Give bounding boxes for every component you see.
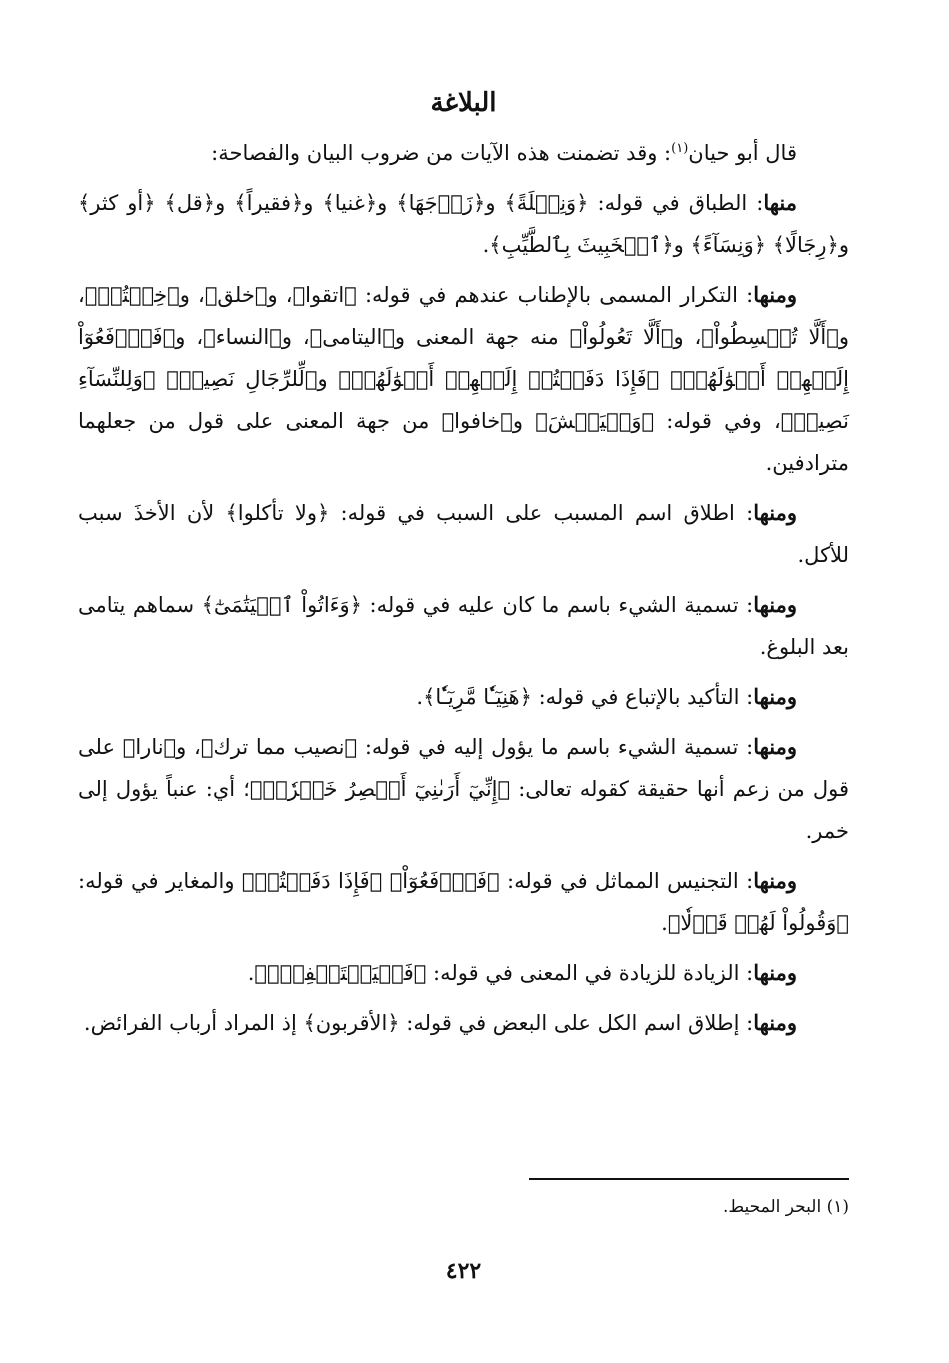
paragraph-5 (78, 676, 849, 718)
intro-paragraph (78, 132, 849, 174)
paragraph-lead: ومنها (753, 1010, 797, 1035)
footnote-divider (529, 1178, 849, 1180)
paragraph-2 (78, 274, 849, 484)
paragraph-text: : اطلاق اسم المسبب على السبب في قوله: ﴿ولا تأكلوا﴾ لأن الأخذَ سبب للأكل. (78, 501, 849, 567)
paragraph-text: : تسمية الشيء باسم ما كان عليه في قوله: ﴿وَءَاتُواْ ٱلۡيَتَٰمَىٰٓ﴾ سماهم يتامى بعد البلوغ. (78, 593, 849, 659)
paragraph-9 (78, 1002, 849, 1044)
paragraph-text: : التكرار المسمى بالإطناب عندهم في قوله: ﴿اتقوا﴾، و﴿خلق﴾، و﴿خِفۡتُمۡ﴾، و﴿أَلَّا تُقۡسِطُواْ﴾، و﴿أَلَّا تَعُولُواْ﴾ منه جهة المعنى و﴿اليتامى﴾، و﴿النساء﴾، و﴿فَٱدۡفَعُوٓاْ إِلَيۡهِمۡ أَمۡوَٰلَهُمۡ﴾ ﴿فَإِذَا دَفَعۡتُمۡ إِلَيۡهِمۡ أَمۡوَٰلَهُمۡ﴾ و﴿لِّلرِّجَالِ نَصِيبٞ﴾ ﴿وَلِلنِّسَآءِ نَصِيبٞ﴾، وفي قوله: ﴿وَلۡيَخۡشَ﴾ و﴿خافوا﴾ من جهة المعنى على قول من جعلهما مترادفين. (78, 283, 849, 475)
paragraph-1 (78, 182, 849, 266)
paragraph-text: : إطلاق اسم الكل على البعض في قوله: ﴿الأقربون﴾ إذ المراد أرباب الفرائض. (83, 1011, 754, 1035)
page-title: البلاغة (430, 88, 497, 118)
paragraph-text: : الطباق في قوله: ﴿وَنِحۡلَةً﴾ و﴿زَوۡجَهَا﴾ و﴿غنيا﴾ و﴿فقيراً﴾ و﴿قل﴾ ﴿أو كثر﴾ و﴿رِجَالًا﴾ ﴿وَنِسَآءً﴾ و﴿ٱلۡخَبِيثَ بِٱلطَّيِّبِ﴾. (78, 191, 849, 257)
paragraph-lead: ومنها (753, 592, 797, 617)
intro-text-before-ref: قال أبو حيان (688, 141, 797, 165)
paragraph-text: : التأكيد بالإتباع في قوله: ﴿هَنِيٓـٔٗا مَّرِيٓـٔٗا﴾. (416, 685, 754, 709)
paragraph-lead: ومنها (753, 282, 797, 307)
page (78, 80, 849, 1323)
paragraph-4 (78, 584, 849, 668)
paragraph-lead: ومنها (753, 684, 797, 709)
paragraph-lead: منها (763, 190, 797, 215)
paragraph-6 (78, 726, 849, 852)
paragraph-7 (78, 860, 849, 944)
paragraph-lead: ومنها (753, 734, 797, 759)
paragraph-text: : الزيادة للزيادة في المعنى في قوله: ﴿فَلۡيَسۡتَعۡفِفۡۖ﴾. (247, 961, 754, 985)
paragraph-text: : تسمية الشيء باسم ما يؤول إليه في قوله: ﴿نصيب مما ترك﴾، و﴿نارا﴾ على قول من زعم أنها حقيقة كقوله تعالى: ﴿إِنِّيٓ أَرَىٰنِيٓ أَعۡصِرُ خَمۡرٗاۖ﴾؛ أي: عنباً يؤول إلى خمر. (78, 735, 849, 843)
paragraph-lead: ومنها (753, 868, 797, 893)
paragraph-text: : التجنيس المماثل في قوله: ﴿فَٱدۡفَعُوٓاْ﴾ ﴿فَإِذَا دَفَعۡتُمۡ﴾ والمغاير في قوله: ﴿وَقُولُواْ لَهُمۡ قَوۡلٗا﴾. (78, 869, 849, 935)
paragraph-lead: ومنها (753, 960, 797, 985)
footnote: (١) البحر المحيط. (723, 1197, 849, 1217)
paragraph-lead: ومنها (753, 500, 797, 525)
paragraph-3 (78, 492, 849, 576)
footnote-reference[interactable]: (١) (671, 141, 689, 156)
intro-text-after-ref: : وقد تضمنت هذه الآيات من ضروب البيان والفصاحة: (211, 141, 672, 165)
page-number: ٤٢٢ (445, 1258, 482, 1284)
paragraph-8 (78, 952, 849, 994)
